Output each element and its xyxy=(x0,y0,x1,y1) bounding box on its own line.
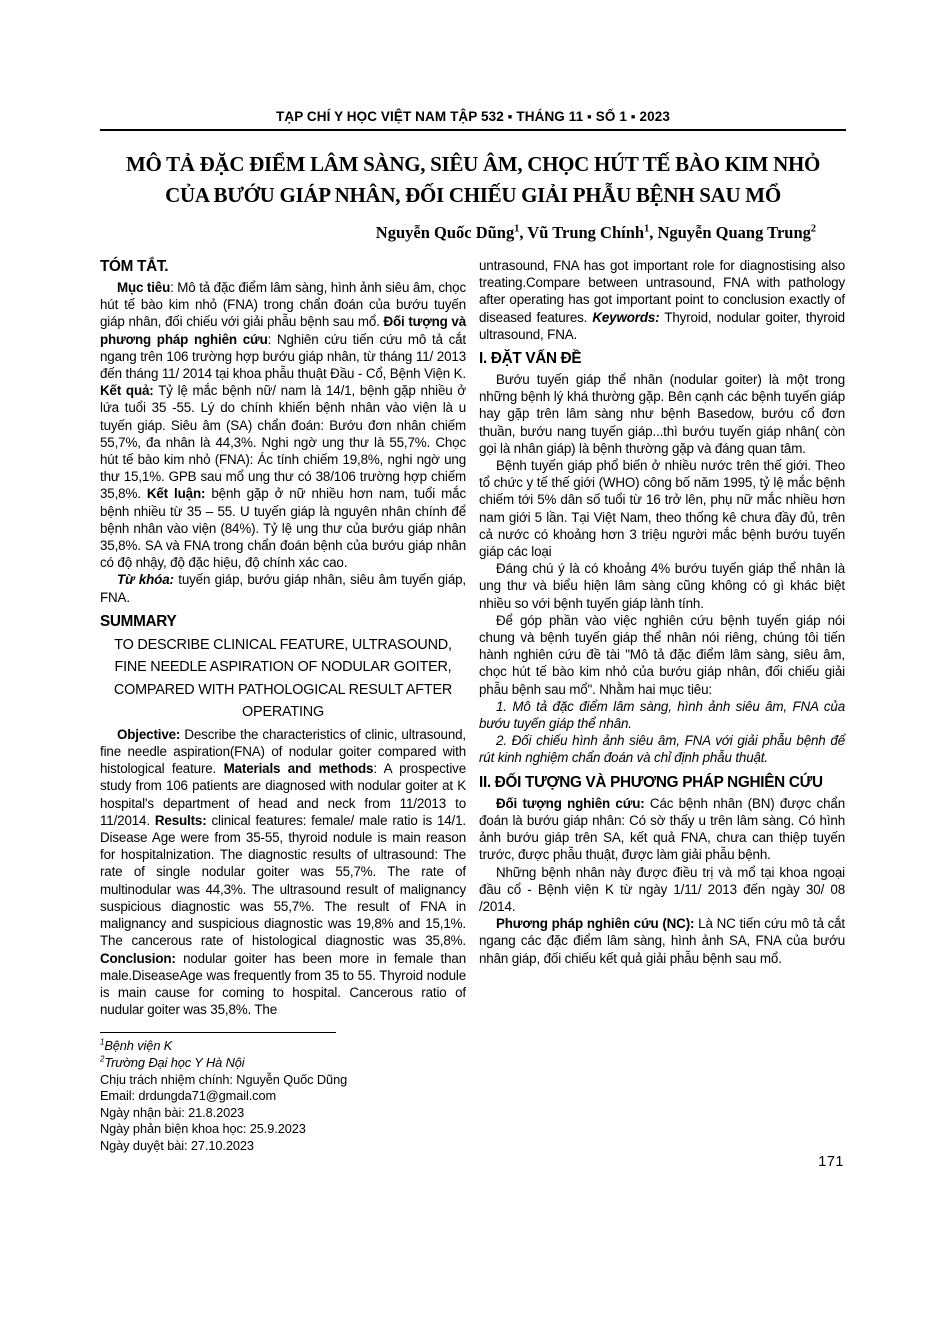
article-title xyxy=(100,149,846,211)
left-column xyxy=(100,257,466,1154)
intro-heading: I. ĐẶT VẤN ĐỀ xyxy=(479,350,582,368)
authors-line: Nguyễn Quốc Dũng$^1$, Vũ Trung Chính$^1$, Nguyễn Quang Trung$^2$ xyxy=(375,223,816,242)
intro-paragraph-2: Bệnh tuyến giáp phổ biến ở nhiều nước trên thế giới. Theo tổ chức y tế thế giới (WHO) công bố năm 1995, tỷ lệ mắc bệnh chiếm tới 5% dân số tuổi từ 16 trở lên, phụ nữ mắc nhiều hơn nam giới 5 lần. Tại Việt Nam, theo thống kê chưa đầy đủ, trên cả nước có khoảng hơn 3 triệu người mắc bệnh bướu tuyến giáp các loại xyxy=(479,458,845,560)
abstract-keywords: Từ khóa: tuyến giáp, bướu giáp nhân, siêu âm tuyến giáp, FNA. xyxy=(100,572,466,605)
right-column xyxy=(479,257,845,967)
intro-paragraph-3: Đáng chú ý là có khoảng 4% bướu tuyến giáp thể nhân là ung thư và biểu hiện lâm sàng cũng không có gì khác biệt nhiều so với bệnh tuyến giáp lành tính. xyxy=(479,561,845,611)
footnote-affiliation-1: $^1$Bệnh viện K xyxy=(100,1038,173,1054)
article-title-line1: MÔ TẢ ĐẶC ĐIỂM LÂM SÀNG, SIÊU ÂM, CHỌC HÚT TẾ BÀO KIM NHỎ xyxy=(125,152,821,176)
header-rule xyxy=(100,129,846,131)
study-objective-2: 2. Đối chiếu hình ảnh siêu âm, FNA với giải phẫu bệnh để rút kinh nghiệm chẩn đoán và chỉ định phẫu thuật. xyxy=(479,733,845,766)
two-column-body xyxy=(100,257,846,1154)
journal-header: TẠP CHÍ Y HỌC VIỆT NAM TẬP 532 ▪ THÁNG 11 ▪ SỐ 1 ▪ 2023 xyxy=(276,109,670,124)
methods-paragraph-1: Đối tượng nghiên cứu: Các bệnh nhân (BN) được chẩn đoán là bướu giáp nhân: Có sờ thấy u trên lâm sàng. Có hình ảnh bướu giáp trên SA, kết quả FNA, chưa can thiệp tuyến trước, được phẫu thuật, được làm giải phẫu bệnh. xyxy=(479,795,845,863)
page-content xyxy=(100,108,846,1333)
footnote-received-date: Ngày nhận bài: 21.8.2023 xyxy=(100,1104,245,1120)
article-title-line2: CỦA BƯỚU GIÁP NHÂN, ĐỐI CHIẾU GIẢI PHẪU BỆNH SAU MỔ xyxy=(165,183,781,207)
footnote-block xyxy=(100,1032,466,1154)
footnote-email: Email: drdungda71@gmail.com xyxy=(100,1088,277,1104)
methods-paragraph-2: Những bệnh nhân này được điều trị và mổ tại khoa ngoại đầu cổ - Bệnh viện K từ ngày 1/11/ 2013 đến ngày 30/ 08 /2014. xyxy=(479,864,845,914)
abstract-body: Mục tiêu: Mô tả đặc điểm lâm sàng, hình ảnh siêu âm, chọc hút tế bào kim nhỏ (FNA) trong chẩn đoán của bướu tuyến giáp nhân, đối chiếu với giải phẫu bệnh sau mổ. Đối tượng và phương pháp nghiên cứu: Nghiên cứu tiến cứu mô tả cắt ngang trên 106 trường hợp bướu giáp nhân, từ tháng 11/ 2013 đến tháng 11/ 2014 tại khoa phẫu thuật Đầu - Cổ, Bệnh Viện K. Kết quả: Tỷ lệ mắc bệnh nữ/ nam là 14/1, bệnh gặp nhiều ở lứa tuổi 35 -55. Lý do chính khiến bệnh nhân vào viện là u tuyến giáp. Siêu âm (SA) chẩn đoán: Bướu đơn nhân chiếm 55,7%, đa nhân là 44,3%. Nghi ngờ ung thư là 55,7%. Chọc hút tế bào kim nhỏ (FNA): Ác tính chiếm 19,8%, nghi ngờ ung thư 15,1%. GPB sau mổ ung thư có 38/106 trường hợp chiếm 35,8%. Kết luận: bệnh gặp ở nữ nhiều hơn nam, tuổi mắc bệnh nhiều từ 35 – 55. U tuyến giáp là nguyên nhân chính để bệnh nhân vào viện (84%). Tỷ lệ ung thư của bướu giáp nhân 35,8%. SA và FNA trong chẩn đoán bệnh của bướu giáp nhân có độ nhậy, độ đặc hiệu, độ chính xác cao. xyxy=(100,280,467,571)
page-number: 171 xyxy=(818,1154,844,1170)
summary-body-right: untrasound, FNA has got important role for diagnostising also treating.Compare between untrasound, FNA with pathology after operating has got important point to conclusion exactly of diseased features. Keywords: Thyroid, nodular goiter, thyroid ultrasound, FNA. xyxy=(479,258,845,342)
study-objective-1: 1. Mô tả đặc điểm lâm sàng, hình ảnh siêu âm, FNA của bướu tuyến giáp thể nhân. xyxy=(479,698,845,732)
summary-heading: SUMMARY xyxy=(100,612,177,630)
summary-title: TO DESCRIBE CLINICAL FEATURE, ULTRASOUND, FINE NEEDLE ASPIRATION OF NODULAR GOITER, COMPARED WITH PATHOLOGICAL RESULT AFTER OPERATING xyxy=(113,636,453,721)
footnote-corresponding-author: Chịu trách nhiệm chính: Nguyễn Quốc Dũng xyxy=(100,1071,348,1087)
methods-heading: II. ĐỐI TƯỢNG VÀ PHƯƠNG PHÁP NGHIÊN CỨU xyxy=(479,773,823,791)
intro-paragraph-4: Để góp phần vào việc nghiên cứu bệnh tuyến giáp nói chung và bệnh tuyến giáp thể nhân nói riêng, chúng tôi tiến hành nghiên cứu đề tài "Mô tả đặc điểm lâm sàng, siêu âm, chọc hút tế bào kim nhỏ của bướu giáp nhân, đối chiếu giải phẫu bệnh sau mổ". Nhằm hai mục tiêu: xyxy=(479,612,845,697)
footnote-review-date: Ngày phản biện khoa học: 25.9.2023 xyxy=(100,1121,306,1137)
abstract-heading: TÓM TẮT. xyxy=(100,258,169,275)
footnote-separator xyxy=(100,1032,336,1033)
footnote-affiliation-2: $^2$Trường Đại học Y Hà Nội xyxy=(100,1054,245,1070)
summary-body-left: Objective: Describe the characteristics of clinic, ultrasound, fine needle aspiration(FNA) of nodular goiter compared with histological feature. Materials and methods: A prospective study from 106 patients are diagnosed with nodular goiter at K hospital's department of head and neck from 11/2013 to 11/2014. Results: clinical features: female/ male ratio is 14/1. Disease Age were from 35-55, thyroid nodule is main reason for hospitalnization. The diagnostic results of ultrasound: The rate of single nodular goiter was 55,7%. The rate of multinodular was 44,3%. The ultrasound result of malignancy suspicious diagnostic was 55,7%. The result of FNA in malignancy and suspicious diagnostic was 19,8% and 15,1%. The cancerous rate of histological diagnostic was 35,8%. Conclusion: nodular goiter has been more in female than male.DiseaseAge was frequently from 35 to 55. Thyroid nodule is main cause for coming to hospital. Cancerous ratio of nudular goiter was 35,8%. The xyxy=(100,726,466,1018)
intro-paragraph-1: Bướu tuyến giáp thể nhân (nodular goiter) là một trong những bệnh lý khá thường gặp. Bên cạnh các bệnh tuyến giáp hay gặp trên lâm sàng như bệnh Basedow, bướu cổ đơn thuần, bướu nang tuyến giáp...thì bướu tuyến giáp nhân( còn gọi là nhân giáp) là bệnh thường gặp và đáng quan tâm. xyxy=(479,372,845,456)
methods-paragraph-3: Phương pháp nghiên cứu (NC): Là NC tiến cứu mô tả cắt ngang các đặc điểm lâm sàng, hình ảnh SA, FNA của bướu nhân giáp, đối chiếu kết quả giải phẫu bệnh sau mổ. xyxy=(479,916,846,966)
footnote-accepted-date: Ngày duyệt bài: 27.10.2023 xyxy=(100,1137,254,1153)
